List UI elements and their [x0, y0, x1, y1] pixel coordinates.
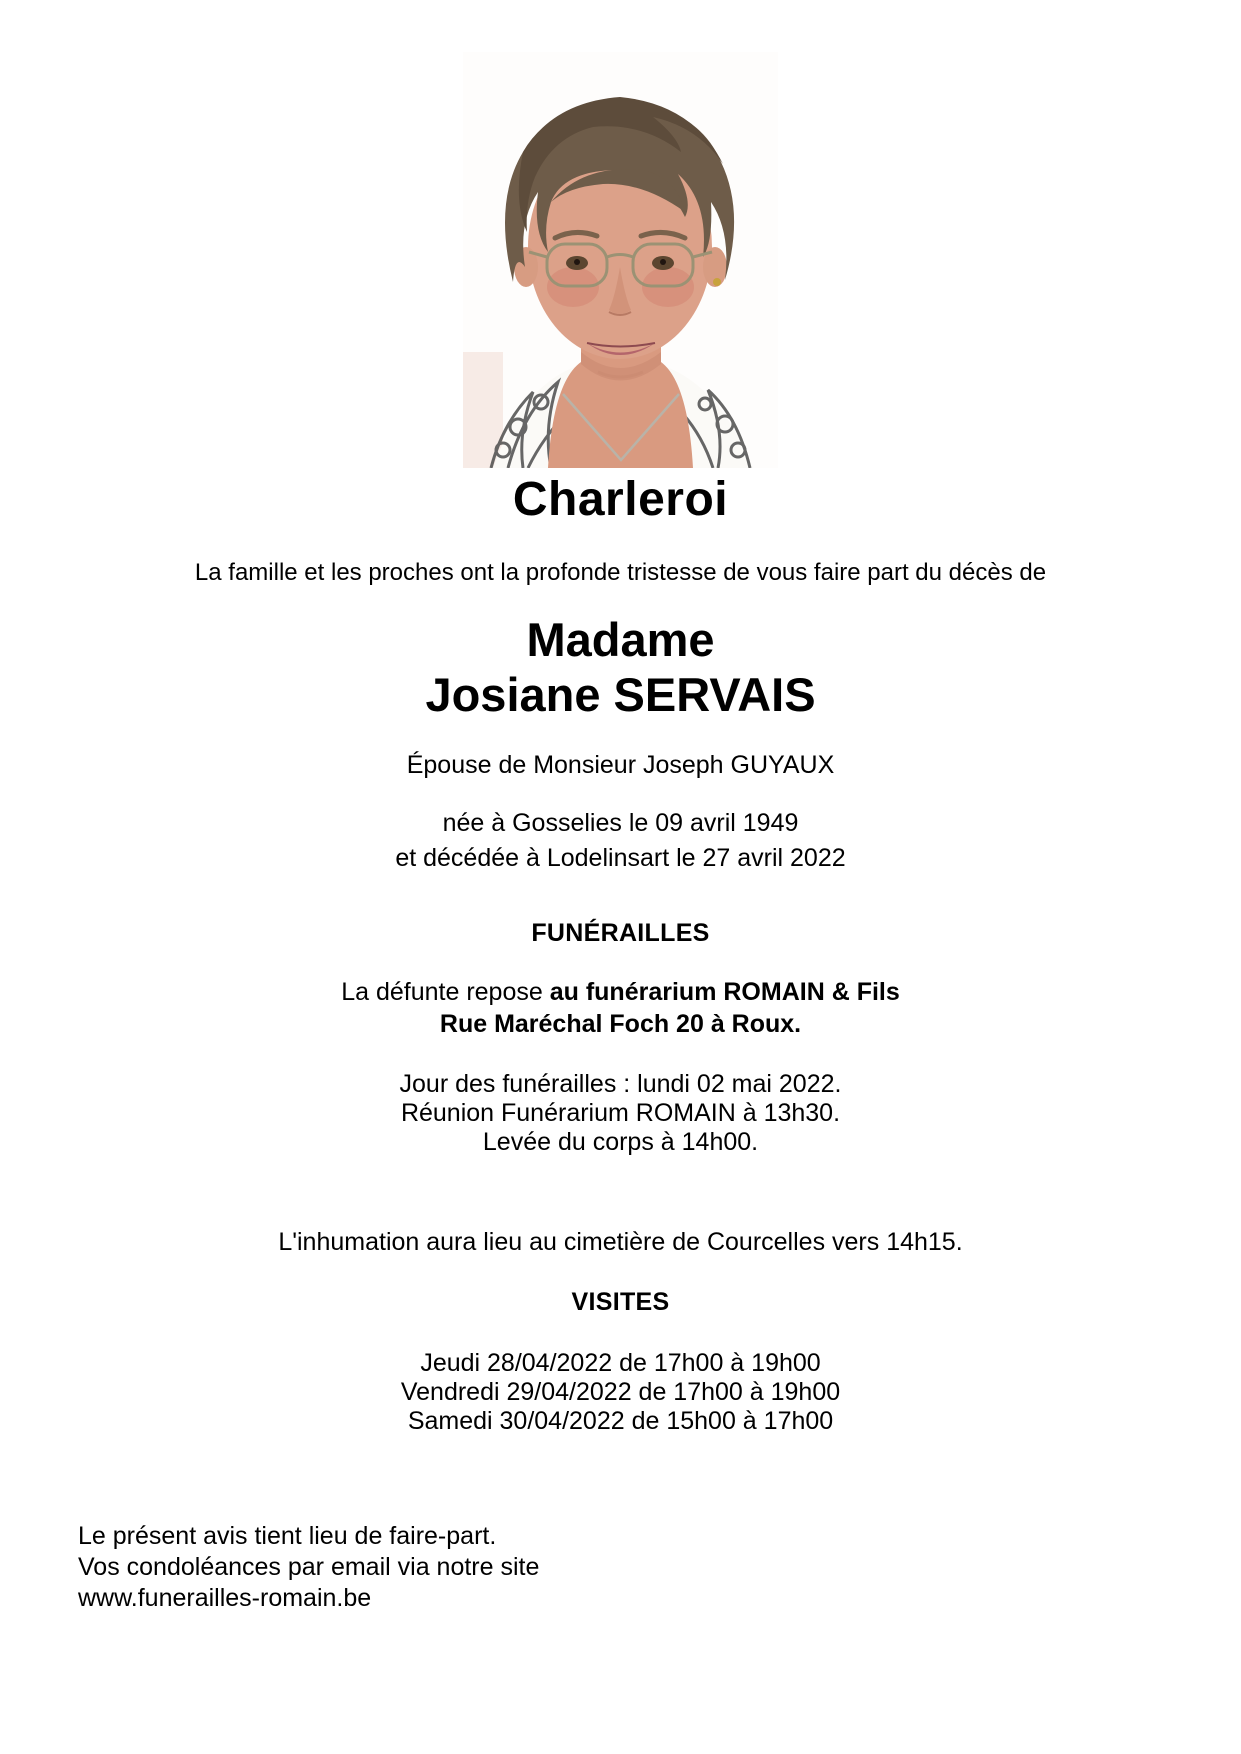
visites-block: [0, 1349, 1241, 1436]
deceased-name-block: [0, 612, 1241, 722]
visite-slot: Jeudi 28/04/2022 de 17h00 à 19h00: [420, 1349, 821, 1377]
pupil-right: [660, 259, 666, 265]
levee-line: Levée du corps à 14h00.: [482, 1128, 759, 1156]
deceased-name: Josiane SERVAIS: [425, 668, 816, 721]
earring: [713, 278, 721, 286]
schedule-block: [0, 1070, 1241, 1157]
repose-funerarium: au funérarium ROMAIN & Fils: [549, 978, 900, 1006]
birth-line: née à Gosselies le 09 avril 1949: [442, 809, 799, 837]
repose-address: Rue Maréchal Foch 20 à Roux.: [439, 1010, 802, 1038]
birth-death-block: [0, 806, 1241, 876]
visite-slot: Samedi 30/04/2022 de 15h00 à 17h00: [407, 1407, 834, 1435]
funerailles-heading: FUNÉRAILLES: [531, 919, 710, 947]
city-heading: Charleroi: [512, 473, 729, 526]
footer-website: www.funerailles-romain.be: [78, 1584, 372, 1612]
pupil-left: [574, 259, 580, 265]
visites-heading: VISITES: [571, 1288, 670, 1316]
meeting-line: Réunion Funérarium ROMAIN à 13h30.: [400, 1099, 841, 1127]
repose-line1: [0, 976, 1241, 1008]
repose-prefix: La défunte repose: [341, 978, 550, 1006]
footer-notice-line: Le présent avis tient lieu de faire-part.: [78, 1522, 497, 1550]
death-line: et décédée à Lodelinsart le 27 avril 2022: [395, 844, 846, 872]
repose-block: [0, 976, 1241, 1040]
footer-block: [0, 1521, 1241, 1614]
funeral-day-line: Jour des funérailles : lundi 02 mai 2022.: [399, 1070, 842, 1098]
deceased-title: Madame: [526, 613, 715, 666]
inhumation-line: L'inhumation aura lieu au cimetière de Courcelles vers 14h15.: [278, 1228, 963, 1256]
footer-condolences-line: Vos condoléances par email via notre site: [78, 1553, 540, 1581]
portrait-photo-container: [0, 0, 1241, 468]
intro-sentence: La famille et les proches ont la profonde tristesse de vous faire part du décès de: [194, 559, 1047, 586]
portrait-photo: [463, 52, 778, 468]
visite-slot: Vendredi 29/04/2022 de 17h00 à 19h00: [400, 1378, 841, 1406]
spouse-line: Épouse de Monsieur Joseph GUYAUX: [406, 751, 835, 779]
